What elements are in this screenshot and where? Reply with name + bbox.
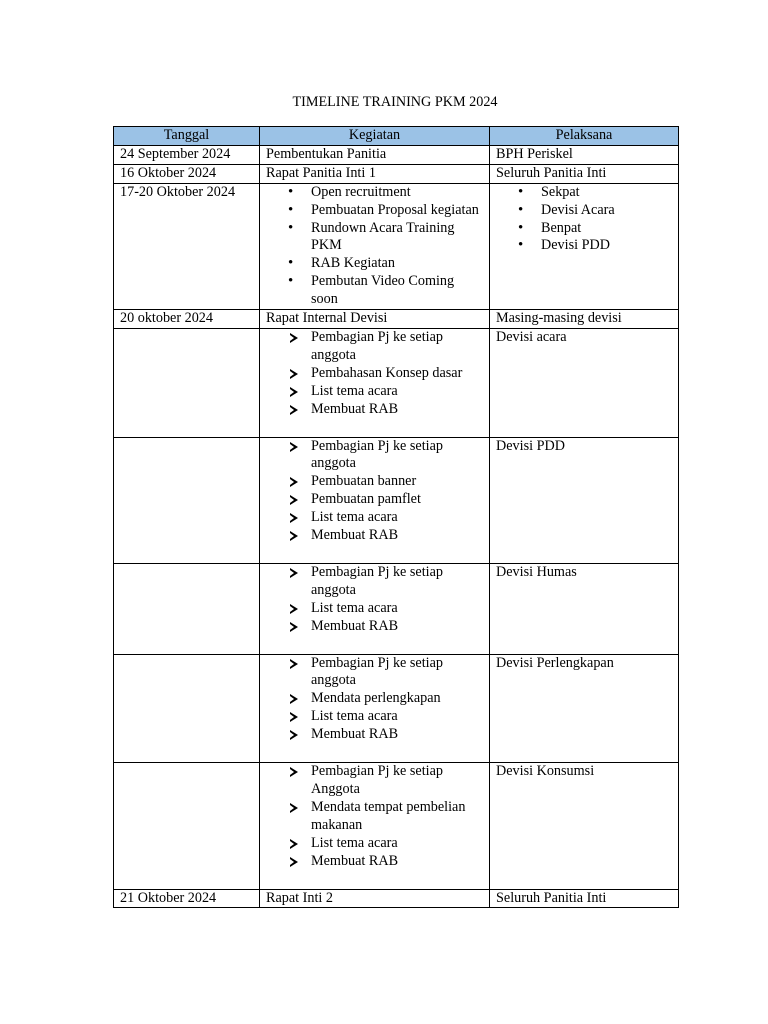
kegiatan-arrow-list — [266, 763, 483, 870]
list-item: • Sekpat — [496, 184, 672, 202]
cell-pelaksana: Devisi Humas — [490, 563, 679, 654]
kegiatan-arrow-list — [266, 564, 483, 636]
cell-pelaksana: Devisi PDD — [490, 437, 679, 563]
kegiatan-arrow-list — [266, 329, 483, 419]
cell-tanggal — [114, 763, 260, 889]
cell-pelaksana: Devisi acara — [490, 328, 679, 437]
table-row — [114, 183, 679, 309]
cell-kegiatan — [260, 563, 490, 654]
list-item: • Devisi Acara — [496, 202, 672, 220]
cell-pelaksana: BPH Periskel — [490, 145, 679, 164]
cell-tanggal: 20 oktober 2024 — [114, 310, 260, 329]
table-row — [114, 654, 679, 763]
list-item: • RAB Kegiatan — [266, 255, 483, 273]
table-row — [114, 145, 679, 164]
cell-kegiatan: Pembentukan Panitia — [260, 145, 490, 164]
cell-kegiatan: Rapat Internal Devisi — [260, 310, 490, 329]
table-row — [114, 763, 679, 889]
cell-pelaksana: Devisi Perlengkapan — [490, 654, 679, 763]
kegiatan-arrow-list — [266, 655, 483, 745]
cell-pelaksana: Seluruh Panitia Inti — [490, 889, 679, 908]
list-item: List tema acara — [266, 600, 483, 618]
document-title: TIMELINE TRAINING PKM 2024 — [292, 94, 498, 110]
cell-tanggal: 21 Oktober 2024 — [114, 889, 260, 908]
cell-kegiatan: Rapat Panitia Inti 1 — [260, 164, 490, 183]
header-pelaksana: Pelaksana — [490, 127, 679, 146]
table-row — [114, 437, 679, 563]
cell-kegiatan — [260, 654, 490, 763]
list-item: List tema acara — [266, 708, 483, 726]
table-row — [114, 563, 679, 654]
table-row — [114, 889, 679, 908]
list-item: Pembuatan pamflet — [266, 491, 483, 509]
pelaksana-bullet-list — [496, 184, 672, 256]
cell-tanggal — [114, 563, 260, 654]
list-item: • Pembuatan Proposal kegiatan — [266, 202, 483, 220]
list-item: • Devisi PDD — [496, 237, 672, 255]
cell-pelaksana — [490, 183, 679, 309]
list-item: • Open recruitment — [266, 184, 483, 202]
list-item: Pembagian Pj ke setiap anggota — [266, 329, 483, 365]
table-header-row — [114, 127, 679, 146]
header-tanggal: Tanggal — [114, 127, 260, 146]
list-item: • Pembutan Video Coming soon — [266, 273, 483, 309]
cell-kegiatan — [260, 763, 490, 889]
list-item: Pembagian Pj ke setiap anggota — [266, 564, 483, 600]
kegiatan-bullet-list — [266, 184, 483, 309]
list-item: List tema acara — [266, 509, 483, 527]
list-item: Membuat RAB — [266, 527, 483, 545]
cell-pelaksana: Masing-masing devisi — [490, 310, 679, 329]
list-item: Mendata tempat pembelian makanan — [266, 799, 483, 835]
table-row — [114, 164, 679, 183]
list-item: Pembahasan Konsep dasar — [266, 365, 483, 383]
list-item: Pembagian Pj ke setiap anggota — [266, 438, 483, 474]
cell-tanggal — [114, 437, 260, 563]
cell-tanggal: 24 September 2024 — [114, 145, 260, 164]
list-item: Pembagian Pj ke setiap Anggota — [266, 763, 483, 799]
header-kegiatan: Kegiatan — [260, 127, 490, 146]
timeline-table — [113, 126, 679, 908]
cell-kegiatan — [260, 328, 490, 437]
cell-kegiatan — [260, 437, 490, 563]
list-item: List tema acara — [266, 835, 483, 853]
list-item: Membuat RAB — [266, 726, 483, 744]
list-item: Membuat RAB — [266, 618, 483, 636]
cell-tanggal: 17-20 Oktober 2024 — [114, 183, 260, 309]
list-item: Membuat RAB — [266, 401, 483, 419]
cell-tanggal — [114, 654, 260, 763]
table-row — [114, 328, 679, 437]
list-item: Mendata perlengkapan — [266, 690, 483, 708]
list-item: • Benpat — [496, 220, 672, 238]
list-item: • Rundown Acara Training PKM — [266, 220, 483, 256]
cell-tanggal — [114, 328, 260, 437]
cell-kegiatan: Rapat Inti 2 — [260, 889, 490, 908]
list-item: Pembuatan banner — [266, 473, 483, 491]
cell-pelaksana: Devisi Konsumsi — [490, 763, 679, 889]
cell-pelaksana: Seluruh Panitia Inti — [490, 164, 679, 183]
table-row — [114, 310, 679, 329]
kegiatan-arrow-list — [266, 438, 483, 545]
cell-tanggal: 16 Oktober 2024 — [114, 164, 260, 183]
list-item: List tema acara — [266, 383, 483, 401]
list-item: Membuat RAB — [266, 853, 483, 871]
list-item: Pembagian Pj ke setiap anggota — [266, 655, 483, 691]
cell-kegiatan — [260, 183, 490, 309]
